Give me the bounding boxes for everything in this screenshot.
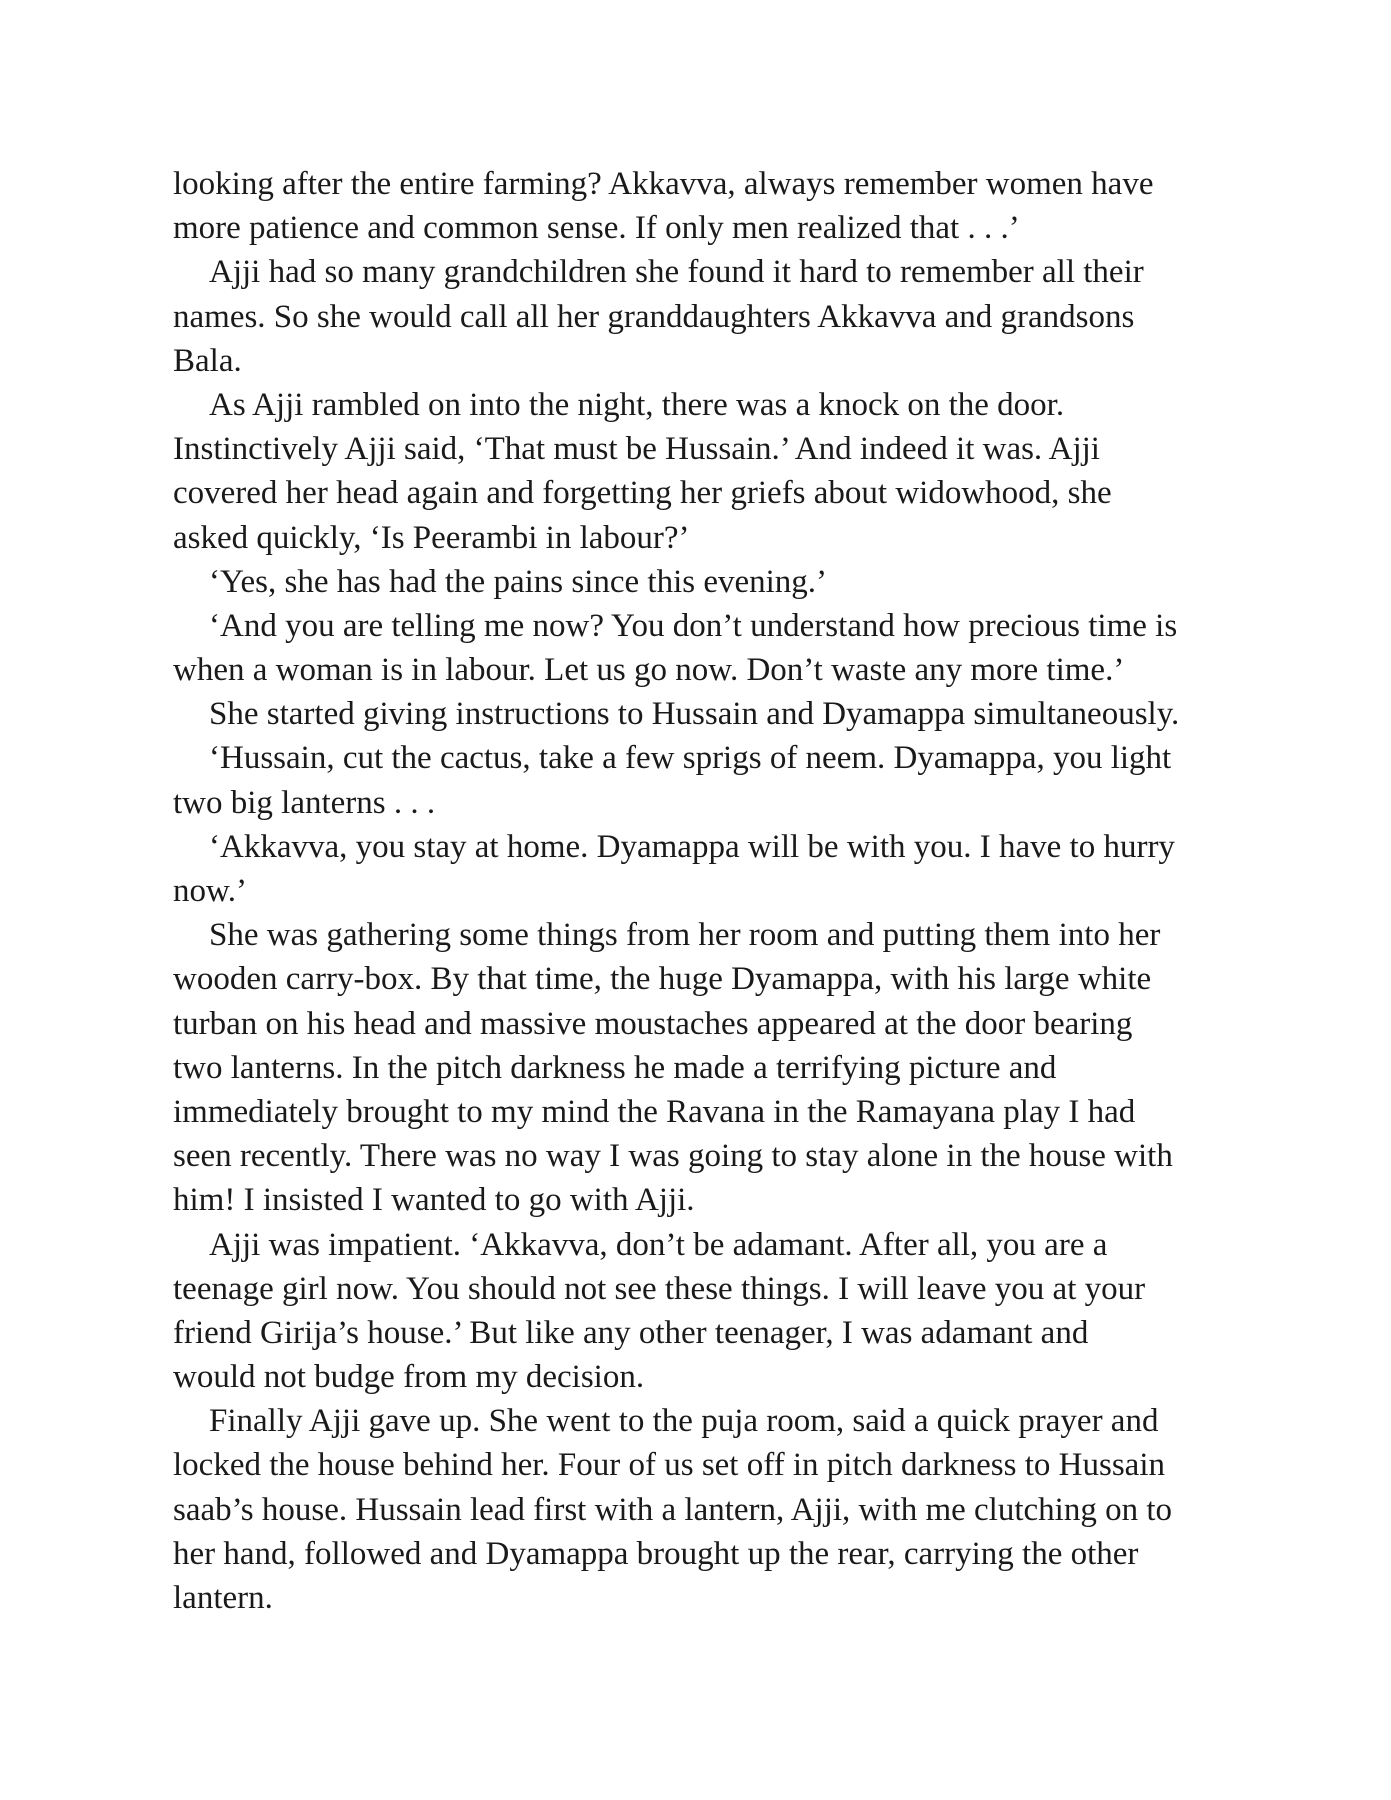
text-line: lantern. (173, 1580, 273, 1616)
text-line: two lanterns. In the pitch darkness he made a terrifying picture and (173, 1049, 1057, 1086)
text-line: friend Girija’s house.’ But like any other teenager, I was adamant and (173, 1314, 1089, 1351)
paragraph-first-line: She started giving instructions to Hussain and Dyamappa simultaneously. (209, 696, 1180, 733)
paragraph-first-line: Ajji had so many grandchildren she found it hard to remember all their (209, 254, 1144, 291)
text-line: two big lanterns . . . (173, 784, 436, 821)
text-line: seen recently. There was no way I was going to stay alone in the house with (173, 1138, 1173, 1175)
text-line: her hand, followed and Dyamappa brought up the rear, carrying the other (173, 1535, 1139, 1572)
text-line: now.’ (173, 873, 247, 909)
paragraph-first-line: She was gathering some things from her room and putting them into her (209, 917, 1161, 954)
text-line: saab’s house. Hussain lead first with a lantern, Ajji, with me clutching on to (173, 1491, 1172, 1528)
text-line: covered her head again and forgetting her griefs about widowhood, she (173, 475, 1112, 512)
text-line: more patience and common sense. If only men realized that . . .’ (173, 210, 1020, 247)
paragraph-first-line: Ajji was impatient. ‘Akkavva, don’t be adamant. After all, you are a (209, 1226, 1108, 1263)
text-line: asked quickly, ‘Is Peerambi in labour?’ (173, 519, 690, 556)
text-line: Bala. (173, 342, 242, 379)
paragraph-first-line: ‘And you are telling me now? You don’t understand how precious time is (209, 607, 1178, 644)
text-line: teenage girl now. You should not see these things. I will leave you at your (173, 1270, 1146, 1307)
paragraph-first-line: ‘Yes, she has had the pains since this evening.’ (209, 563, 828, 600)
text-line: wooden carry-box. By that time, the huge Dyamappa, with his large white (173, 961, 1152, 998)
text-line: looking after the entire farming? Akkavva, always remember women have (173, 166, 1154, 202)
paragraph-first-line: ‘Akkavva, you stay at home. Dyamappa will be with you. I have to hurry (209, 828, 1175, 865)
body-text (173, 162, 1233, 1620)
text-line: locked the house behind her. Four of us set off in pitch darkness to Hussain (173, 1447, 1165, 1484)
text-line: turban on his head and massive moustaches appeared at the door bearing (173, 1005, 1133, 1042)
text-line: names. So she would call all her granddaughters Akkavva and grandsons (173, 298, 1135, 335)
text-line: would not budge from my decision. (173, 1359, 645, 1396)
text-line: immediately brought to my mind the Ravana in the Ramayana play I had (173, 1093, 1136, 1130)
text-line: Instinctively Ajji said, ‘That must be Hussain.’ And indeed it was. Ajji (173, 431, 1100, 468)
text-line: when a woman is in labour. Let us go now. Don’t waste any more time.’ (173, 652, 1125, 689)
paragraph-first-line: As Ajji rambled on into the night, there was a knock on the door. (209, 386, 1065, 423)
paragraph-first-line: Finally Ajji gave up. She went to the puja room, said a quick prayer and (209, 1403, 1159, 1440)
text-line: him! I insisted I wanted to go with Ajji. (173, 1182, 695, 1219)
paragraph-first-line: ‘Hussain, cut the cactus, take a few sprigs of neem. Dyamappa, you light (209, 740, 1172, 777)
